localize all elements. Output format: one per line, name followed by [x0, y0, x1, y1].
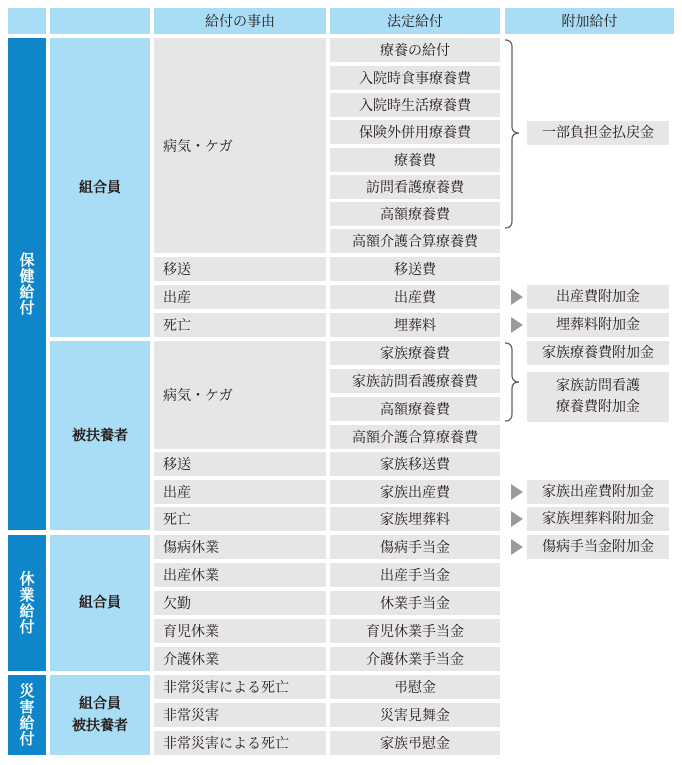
- dependent-benefit: 家族訪問看護療養費: [330, 369, 500, 393]
- dependent-reason-transport: 移送: [154, 452, 326, 476]
- disaster-benefit: 弔慰金: [330, 675, 500, 699]
- brace-icon: [503, 38, 527, 230]
- leave-additional-sickness: 傷病手当金附加金: [527, 535, 669, 559]
- member-reason-childbirth: 出産: [154, 285, 326, 309]
- member-benefit: 埋葬料: [330, 313, 500, 337]
- member-reason-illness: 病気・ケガ: [154, 38, 326, 253]
- leave-reason: 育児休業: [154, 619, 326, 643]
- arrow-icon: [511, 539, 523, 555]
- arrow-icon: [511, 511, 523, 527]
- member-benefit: 療養費: [330, 148, 500, 172]
- header-corner-1: [8, 8, 46, 34]
- dependent-benefit: 高額療養費: [330, 397, 500, 421]
- leave-reason: 傷病休業: [154, 535, 326, 559]
- group-member: 組合員: [50, 38, 150, 337]
- member-benefit: 訪問看護療養費: [330, 175, 500, 199]
- arrow-icon: [511, 484, 523, 500]
- leave-benefit: 出産手当金: [330, 563, 500, 587]
- arrow-icon: [511, 317, 523, 333]
- dependent-additional-childbirth: 家族出産費附加金: [527, 480, 669, 504]
- disaster-reason: 非常災害による死亡: [154, 731, 326, 755]
- group-leave-member: 組合員: [50, 535, 150, 671]
- brace-icon: [503, 341, 527, 423]
- disaster-reason: 非常災害: [154, 703, 326, 727]
- section-health: 保健給付: [8, 38, 46, 530]
- leave-benefit: 育児休業手当金: [330, 619, 500, 643]
- group-dependent: 被扶養者: [50, 341, 150, 530]
- arrow-icon: [511, 289, 523, 305]
- header-statutory: 法定給付: [330, 8, 500, 34]
- dependent-additional-nursing: [527, 372, 669, 422]
- member-additional-childbirth: 出産費附加金: [527, 285, 669, 309]
- group-disaster-member: 組合員: [79, 696, 121, 712]
- disaster-reason: 非常災害による死亡: [154, 675, 326, 699]
- header-additional: 附加給付: [505, 8, 674, 34]
- dependent-benefit: 家族療養費: [330, 341, 500, 365]
- leave-reason: 欠勤: [154, 591, 326, 615]
- section-disaster: 災害給付: [8, 675, 46, 755]
- dependent-benefit: 家族埋葬料: [330, 507, 500, 531]
- header-reason: 給付の事由: [154, 8, 326, 34]
- member-benefit: 保険外併用療養費: [330, 120, 500, 144]
- member-benefit: 高額介護合算療養費: [330, 229, 500, 253]
- dependent-additional-medical: 家族療養費附加金: [527, 341, 669, 365]
- member-reason-death: 死亡: [154, 313, 326, 337]
- dependent-reason-childbirth: 出産: [154, 480, 326, 504]
- dependent-benefit: 家族移送費: [330, 452, 500, 476]
- member-benefit: 療養の給付: [330, 38, 500, 62]
- section-leave: 休業給付: [8, 535, 46, 671]
- disaster-benefit: 家族弔慰金: [330, 731, 500, 755]
- member-benefit: 入院時食事療養費: [330, 66, 500, 90]
- member-additional-burial: 埋葬料附加金: [527, 313, 669, 337]
- member-benefit: 移送費: [330, 257, 500, 281]
- dependent-benefit: 家族出産費: [330, 480, 500, 504]
- dependent-additional-nursing-line1: 家族訪問看護: [556, 378, 640, 394]
- group-disaster-dependent: 被扶養者: [72, 718, 128, 734]
- dependent-additional-burial: 家族埋葬料附加金: [527, 507, 669, 531]
- group-disaster: [50, 675, 150, 755]
- member-benefit: 入院時生活療養費: [330, 93, 500, 117]
- member-reason-transport: 移送: [154, 257, 326, 281]
- leave-reason: 介護休業: [154, 647, 326, 671]
- header-corner-2: [50, 8, 150, 34]
- dependent-reason-illness: 病気・ケガ: [154, 341, 326, 449]
- disaster-benefit: 災害見舞金: [330, 703, 500, 727]
- member-additional-refund: 一部負担金払戻金: [527, 121, 669, 145]
- leave-benefit: 介護休業手当金: [330, 647, 500, 671]
- member-benefit: 高額療養費: [330, 202, 500, 226]
- leave-benefit: 傷病手当金: [330, 535, 500, 559]
- dependent-reason-death: 死亡: [154, 507, 326, 531]
- dependent-additional-nursing-line2: 療養費附加金: [556, 399, 640, 415]
- leave-benefit: 休業手当金: [330, 591, 500, 615]
- dependent-benefit: 高額介護合算療養費: [330, 425, 500, 449]
- leave-reason: 出産休業: [154, 563, 326, 587]
- member-benefit: 出産費: [330, 285, 500, 309]
